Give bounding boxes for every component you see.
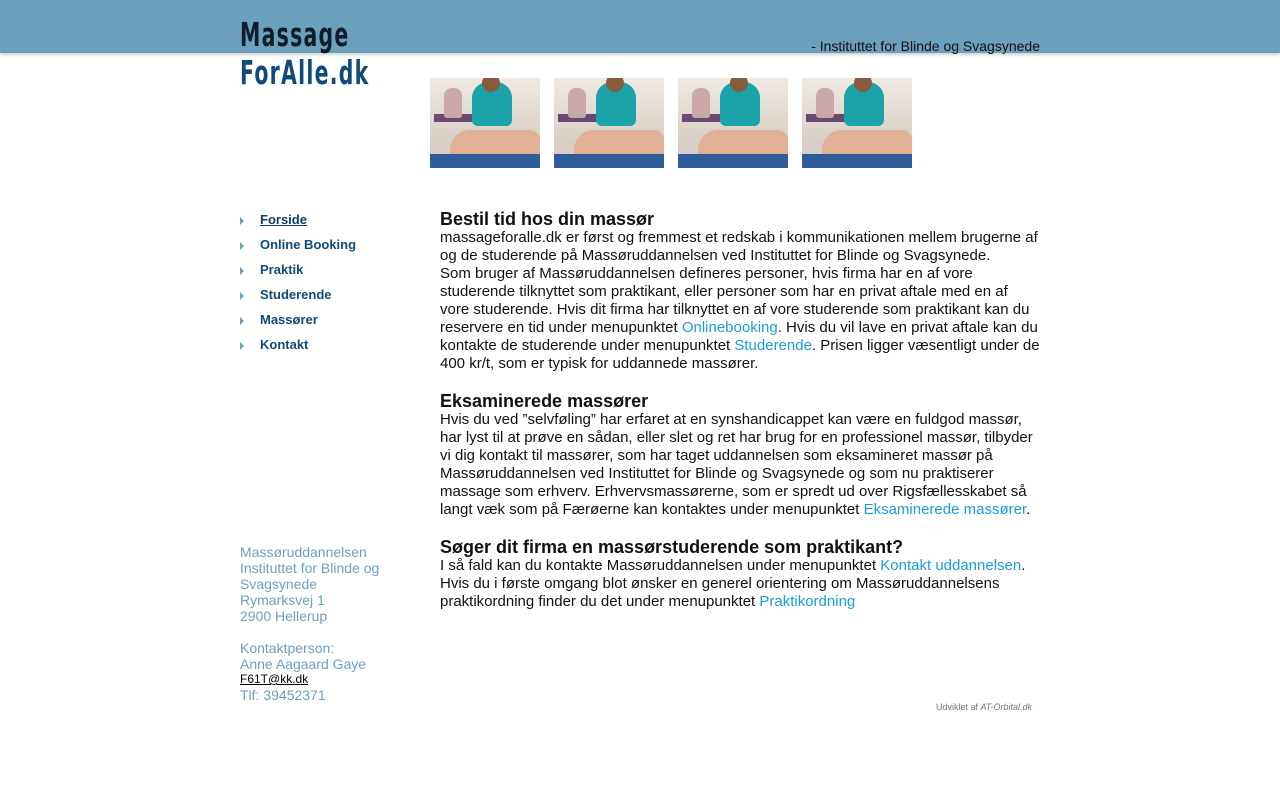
header-band xyxy=(0,0,1280,53)
arrow-right-icon xyxy=(240,217,244,225)
contact-address xyxy=(240,544,420,703)
section-heading: Eksaminerede massører xyxy=(440,391,649,411)
nav-item-praktik[interactable] xyxy=(240,257,420,282)
nav-label[interactable]: Praktik xyxy=(260,262,304,277)
thumbnail-2 xyxy=(554,78,664,168)
arrow-right-icon xyxy=(240,267,244,275)
contact-label: Kontaktperson: xyxy=(240,640,335,656)
contact-email-link[interactable]: F61T@kk.dk xyxy=(240,672,309,686)
site-logo[interactable] xyxy=(240,15,370,92)
address-line-3: Rymarksvej 1 xyxy=(240,592,325,608)
main-content xyxy=(440,209,1040,629)
nav-item-studerende[interactable] xyxy=(240,282,420,307)
arrow-right-icon xyxy=(240,292,244,300)
logo-line-1: Massage xyxy=(240,15,350,54)
nav-label[interactable]: Massører xyxy=(260,312,318,327)
section-booking xyxy=(440,209,1040,373)
eksaminerede-link[interactable]: Eksaminerede massører xyxy=(863,501,1027,518)
paragraph: massageforalle.dk er først og fremmest et redskab i kommunikationen mellem brugerne af og de studerende på Massøruddannelsen ved Instituttet for Blinde og Svagsynede. xyxy=(440,229,1038,264)
studerende-link[interactable]: Studerende xyxy=(734,337,812,354)
section-heading: Bestil tid hos din massør xyxy=(440,209,655,229)
logo-line-2: ForAlle.dk xyxy=(240,53,370,92)
thumbnail-3 xyxy=(678,78,788,168)
nav-label[interactable]: Studerende xyxy=(260,287,332,302)
arrow-right-icon xyxy=(240,242,244,250)
spacer xyxy=(240,624,420,640)
nav-item-forside[interactable] xyxy=(240,207,420,232)
nav-item-kontakt[interactable] xyxy=(240,332,420,357)
site-tagline: - Instituttet for Blinde og Svagsynede xyxy=(811,38,1040,54)
address-line-2: Instituttet for Blinde og Svagsynede xyxy=(240,560,380,592)
nav-label[interactable]: Kontakt xyxy=(260,337,309,352)
section-intern xyxy=(440,537,1040,611)
section-heading: Søger dit firma en massørstuderende som praktikant? xyxy=(440,537,904,557)
main-nav xyxy=(240,207,420,357)
onlinebooking-link[interactable]: Onlinebooking xyxy=(681,319,778,336)
praktikordning-link[interactable]: Praktikordning xyxy=(759,593,856,610)
nav-label[interactable]: Forside xyxy=(260,212,307,227)
paragraph: Hvis du ved ”selvføling” har erfaret at en synshandicappet kan være en fuldgod massør, har lyst til at prøve en sådan, eller slet og ret har brug for en professionel massør, tilbyder vi dig kontakt til massører, som har taget uddannelsen som eksamineret massør på Massøruddannelsen ved Instituttet for Blinde og Svagsynede og som nu praktiserer massage som erhverv. Erhvervsmassørerne, som er spredt ud over Rigsfællesskabet så langt væk som på Færøerne kan kontaktes under menupunktet Eksaminerede massører. xyxy=(440,411,1033,518)
address-line-4: 2900 Hellerup xyxy=(240,608,328,624)
contact-name: Anne Aagaard Gaye xyxy=(240,656,367,672)
paragraph: I så fald kan du kontakte Massøruddannelsen under menupunktet Kontakt uddannelsen. Hvis du i første omgang blot ønsker en generel orientering om Massøruddannelsens praktikordning finder du det under menupunktet Praktikordning xyxy=(440,557,1026,610)
address-line-1: Massøruddannelsen xyxy=(240,544,367,560)
arrow-right-icon xyxy=(240,342,244,350)
contact-phone: Tlf: 39452371 xyxy=(240,687,326,703)
nav-item-online-booking[interactable] xyxy=(240,232,420,257)
paragraph: Som bruger af Massøruddannelsen defineres personer, hvis firma har en af vore studerende tilknyttet som praktikant, eller personer som har en privat aftale med en af vore studerende. Hvis dit firma har tilknyttet en af vore studerende som praktikant kan du reservere en tid under menupunktet Onlinebooking. Hvis du vil lave en privat aftale kan du kontakte de studerende under menupunktet Studerende. Prisen ligger væsentligt under de 400 kr/t, som er typisk for uddannede massører. xyxy=(440,265,1040,372)
footer-credit: Udviklet af AT-Orbital.dk xyxy=(935,702,1032,712)
section-examined xyxy=(440,391,1040,519)
arrow-right-icon xyxy=(240,317,244,325)
thumbnail-1 xyxy=(430,78,540,168)
developer-link[interactable]: AT-Orbital.dk xyxy=(980,702,1032,712)
kontakt-uddannelsen-link[interactable]: Kontakt uddannelsen xyxy=(880,557,1022,574)
nav-label[interactable]: Online Booking xyxy=(260,237,357,252)
thumbnail-4 xyxy=(802,78,912,168)
nav-item-massorer[interactable] xyxy=(240,307,420,332)
